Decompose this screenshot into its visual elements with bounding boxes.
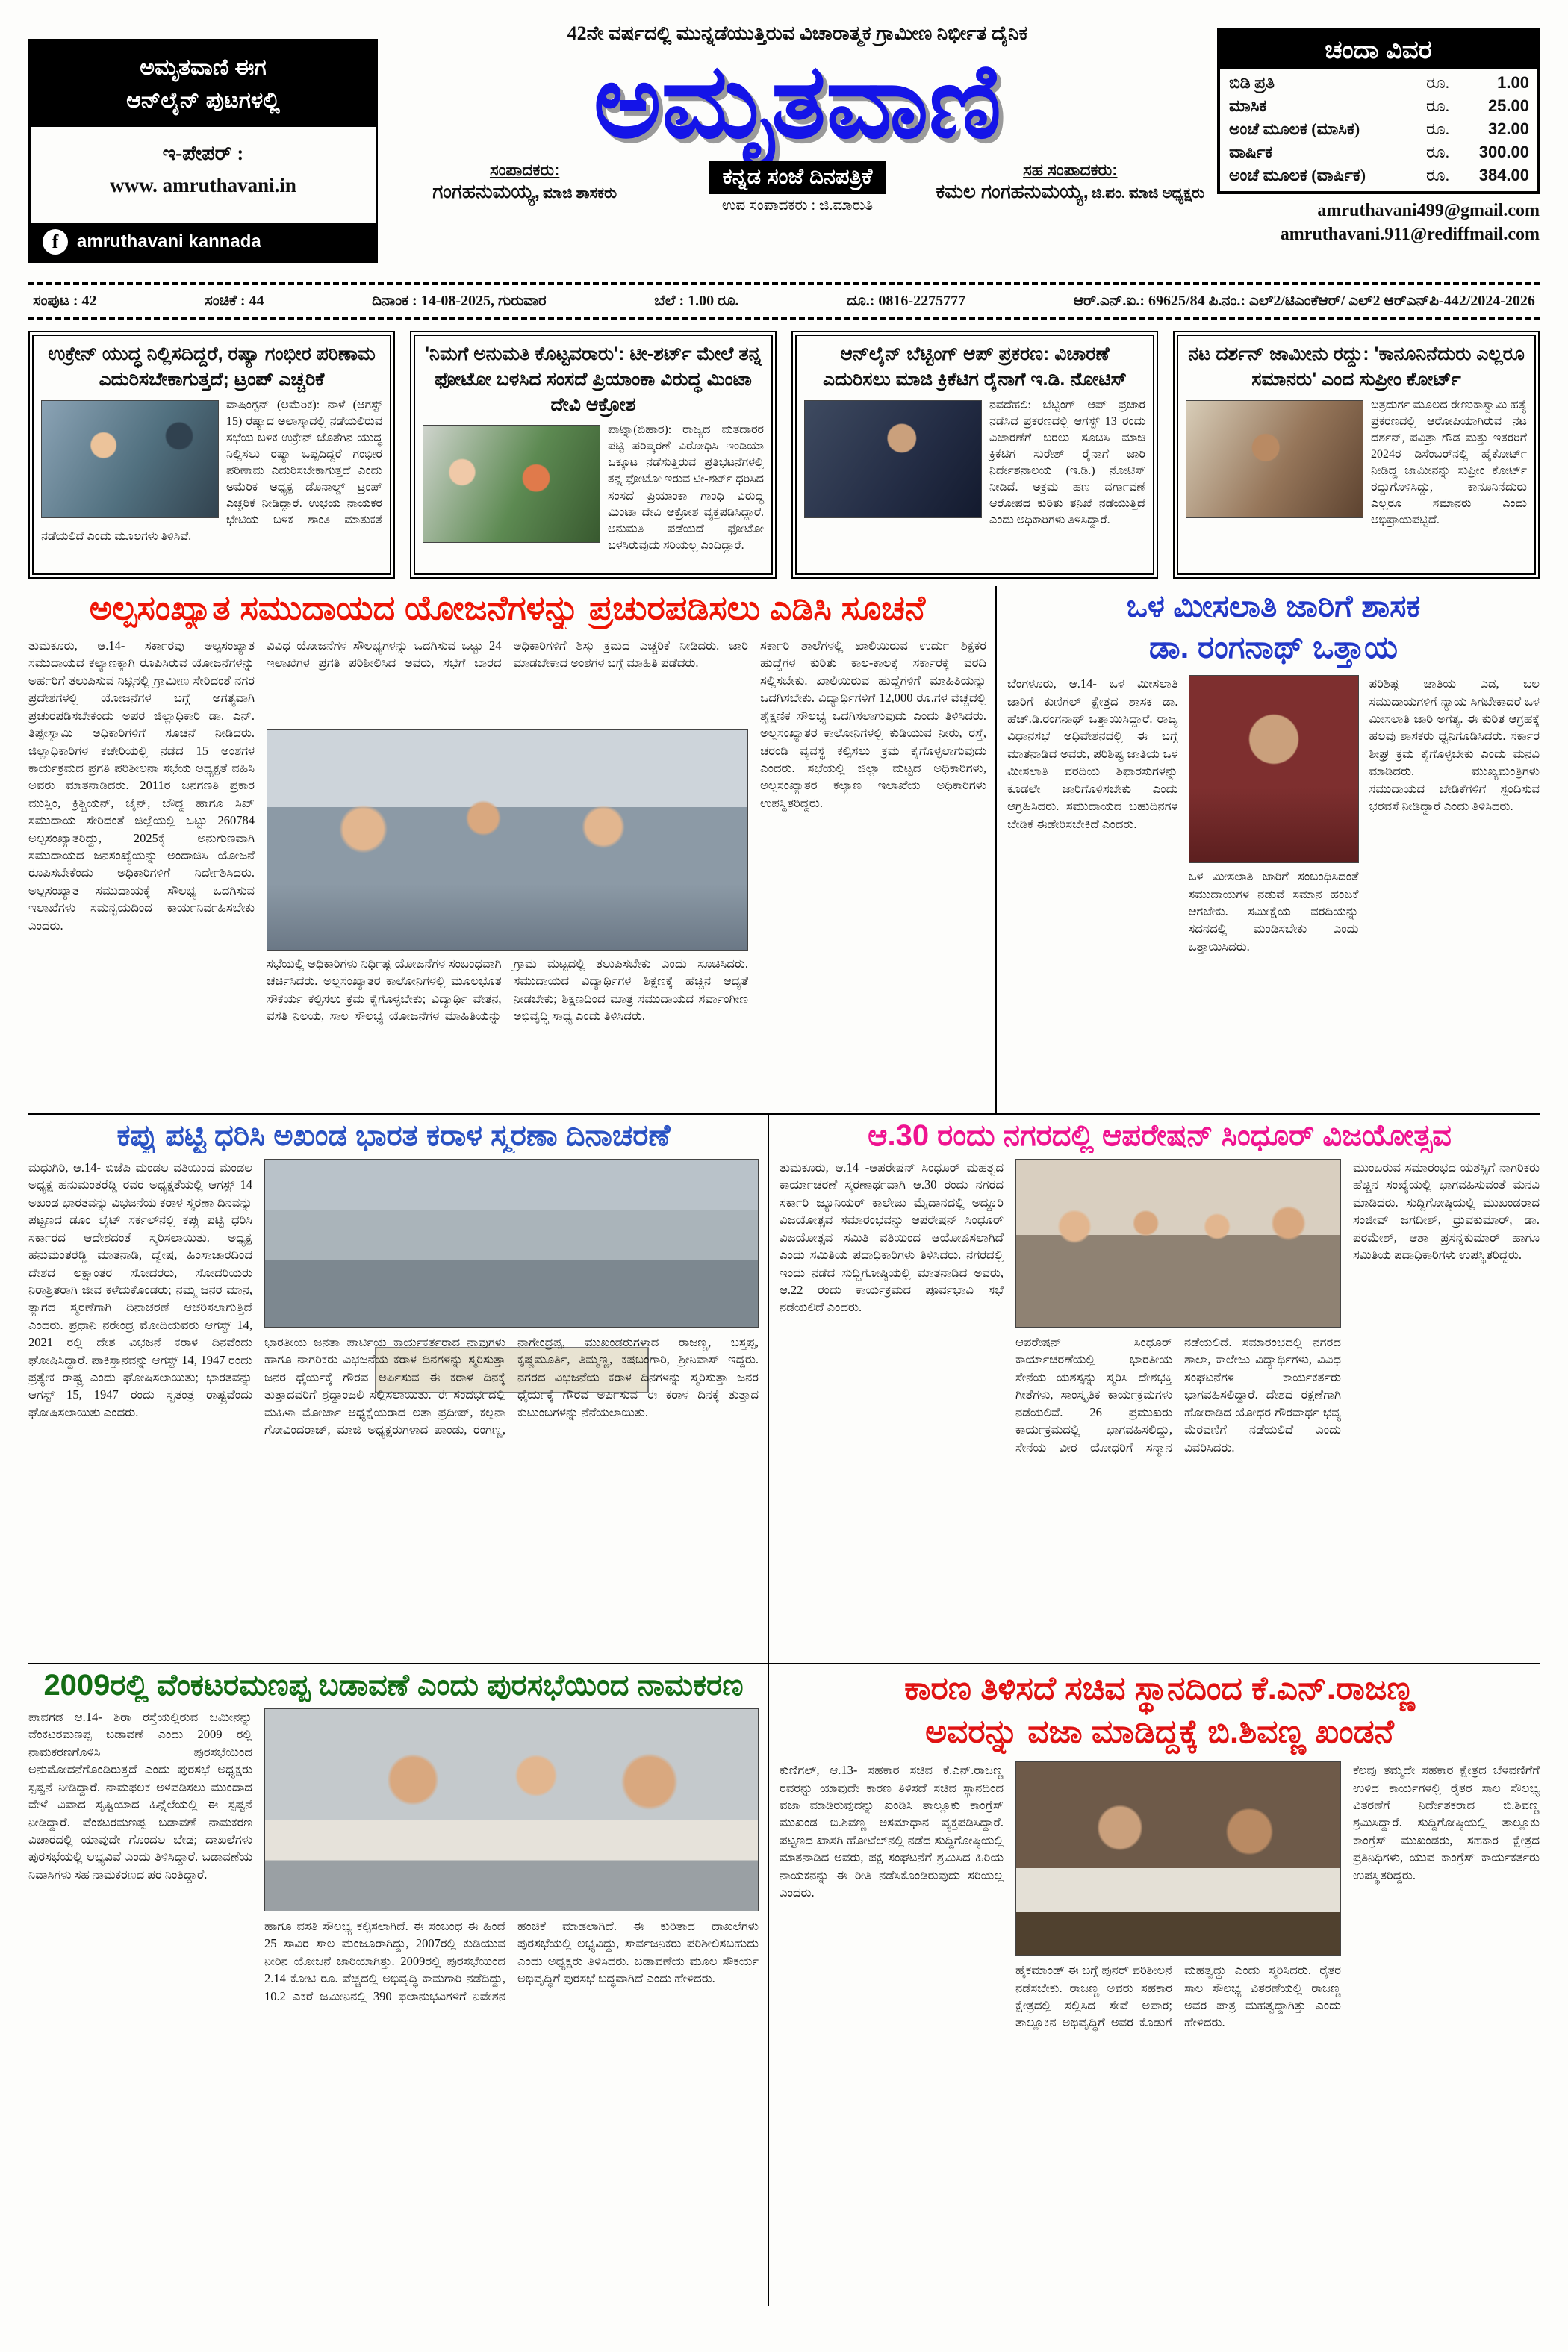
article-column: ಆಪರೇಷನ್ ಸಿಂಧೂರ್ ಕಾರ್ಯಾಚರಣೆಯಲ್ಲಿ ಭಾರತೀಯ ಸೇನೆಯ ಯಶಸ್ಸನ್ನು ಸ್ಮರಿಸಿ ದೇಶಭಕ್ತಿ ಗೀತೆಗಳು, ಸಾಂಸ್ಕೃತಿಕ ಕಾರ್ಯಕ್ರಮಗಳು ನಡೆಯಲಿವೆ. 26 ಪ್ರಮುಖರು ಕಾರ್ಯಕ್ರಮದಲ್ಲಿ ಭಾಗವಹಿಸಲಿದ್ದು, ಸೇನೆಯ ವೀರ ಯೋಧರಿಗೆ ಸನ್ಮಾನ ನಡೆಯಲಿದೆ. ಸಮಾರಂಭದಲ್ಲಿ ನಗರದ ಶಾಲಾ, ಕಾಲೇಜು ವಿದ್ಯಾರ್ಥಿಗಳು, ವಿವಿಧ ಸಂಘಟನೆಗಳ ಕಾರ್ಯಕರ್ತರು ಭಾಗವಹಿಸಲಿದ್ದಾರೆ. ದೇಶದ ರಕ್ಷಣೆಗಾಗಿ ಹೋರಾಡಿದ ಯೋಧರ ಗೌರವಾರ್ಥ ಭವ್ಯ ಮೆರವಣಿಗೆ ನಡೆಯಲಿದೆ ಎಂದು ವಿವರಿಸಿದರು. xyxy=(1015,1335,1341,1455)
co-editor-title: ಜಿ.ಪಂ. ಮಾಜಿ ಅಧ್ಯಕ್ಷರು xyxy=(1091,184,1205,202)
subscription-block xyxy=(1217,28,1540,278)
article-column: ಬೆಂಗಳೂರು, ಆ.14- ಒಳ ಮೀಸಲಾತಿ ಜಾರಿಗೆ ಕುಣಿಗಲ್ ಕ್ಷೇತ್ರದ ಶಾಸಕ ಡಾ. ಹೆಚ್.ಡಿ.ರಂಗನಾಥ್ ಒತ್ತಾಯಿಸಿದ್ದಾರೆ. ರಾಜ್ಯ ವಿಧಾನಸಭೆ ಅಧಿವೇಶನದಲ್ಲಿ ಈ ಬಗ್ಗೆ ಮಾತನಾಡಿದ ಅವರು, ಪರಿಶಿಷ್ಟ ಜಾತಿಯ ಒಳ ಮೀಸಲಾತಿ ವರದಿಯ ಶಿಫಾರಸುಗಳನ್ನು ಕೂಡಲೇ ಜಾರಿಗೊಳಿಸಬೇಕು ಎಂದು ಆಗ್ರಹಿಸಿದರು. ಸಮುದಾಯದ ಬಹುದಿನಗಳ ಬೇಡಿಕೆ ಈಡೇರಿಸಬೇಕಿದೆ ಎಂದರು. xyxy=(1007,676,1178,831)
article-column: ಪಾವಗಡ ಆ.14- ಶಿರಾ ರಸ್ತೆಯಲ್ಲಿರುವ ಜಮೀನನ್ನು ವೆಂಕಟರಮಣಪ್ಪ ಬಡಾವಣೆ ಎಂದು 2009 ರಲ್ಲಿ ನಾಮಕರಣಗೊಳಿಸಿ ಪುರಸಭೆಯಿಂದ ಅನುಮೋದನೆಗೊಂಡಿರುತ್ತದೆ ಎಂದು ಪುರಸಭೆ ಅಧ್ಯಕ್ಷರು ಸ್ಪಷ್ಟನೆ ನೀಡಿದ್ದಾರೆ. ನಾಮಫಲಕ ಅಳವಡಿಸಲು ಮುಂದಾದ ವೇಳೆ ವಿವಾದ ಸೃಷ್ಟಿಯಾದ ಹಿನ್ನೆಲೆಯಲ್ಲಿ ಈ ಸ್ಪಷ್ಟನೆ ನೀಡಿದ್ದಾರೆ. ವೆಂಕಟರಮಣಪ್ಪ ಬಡಾವಣೆ ನಾಮಕರಣ ವಿಚಾರದಲ್ಲಿ ಯಾವುದೇ ಗೊಂದಲ ಬೇಡ; ದಾಖಲೆಗಳು ಪುರಸಭೆಯಲ್ಲಿ ಲಭ್ಯವಿವೆ ಎಂದು ತಿಳಿಸಿದ್ದಾರೆ. ಬಡಾವಣೆಯ ನಿವಾಸಿಗಳು ಸಹ ನಾಮಕರಣದ ಪರ ನಿಂತಿದ್ದಾರೆ. xyxy=(28,1710,252,1882)
brief-priyanka-tshirt xyxy=(410,331,777,579)
brief-body: ಚಿತ್ರದುರ್ಗ ಮೂಲದ ರೇಣುಕಾಸ್ವಾಮಿ ಹತ್ಯೆ ಪ್ರಕರಣದಲ್ಲಿ ಆರೋಪಿಯಾಗಿರುವ ನಟ ದರ್ಶನ್, ಪವಿತ್ರಾ ಗೌಡ ಮತ್ತು ಇತರರಿಗೆ 2024ರ ಡಿಸೆಂಬರ್‌ನಲ್ಲಿ ಹೈಕೋರ್ಟ್ ನೀಡಿದ್ದ ಜಾಮೀನನ್ನು ಸುಪ್ರೀಂ ಕೋರ್ಟ್ ರದ್ದುಗೊಳಿಸಿದ್ದು, ಕಾನೂನಿನೆದುರು ಎಲ್ಲರೂ ಸಮಾನರು ಎಂದು ಅಭಿಪ್ರಾಯಪಟ್ಟಿದೆ. xyxy=(1371,398,1527,527)
phone: ದೂ.: 0816-2275777 xyxy=(847,293,966,309)
bottom-section xyxy=(28,1664,1540,2306)
sub-editor: ಉಪ ಸಂಪಾದಕರು : ಜಿ.ಮಾರುತಿ xyxy=(721,196,874,214)
editor-name: ಗಂಗಹನುಮಯ್ಯ, xyxy=(432,179,540,202)
tagline: 42ನೇ ವರ್ಷದಲ್ಲಿ ಮುನ್ನಡೆಯುತ್ತಿರುವ ವಿಚಾರಾತ್ಮಕ ಗ್ರಾಮೀಣ ನಿರ್ಭೀತ ದೈನಿಕ xyxy=(567,22,1028,44)
article-headline: 2009ರಲ್ಲಿ ವೆಂಕಟರಮಣಪ್ಪ ಬಡಾವಣೆ ಎಂದು ಪುರಸಭೆಯಿಂದ ನಾಮಕರಣ xyxy=(43,1669,744,1702)
sub-value: 32.00 xyxy=(1487,119,1529,138)
sub-value: 25.00 xyxy=(1487,96,1529,115)
epaper-url[interactable]: www. amruthavani.in xyxy=(110,174,296,197)
brief-headline: ಆನ್‌ಲೈನ್ ಬೆಟ್ಟಿಂಗ್ ಆಪ್ ಪ್ರಕರಣ: ವಿಚಾರಣೆ ಎದುರಿಸಲು ಮಾಜಿ ಕ್ರಿಕೆಟಿಗ ರೈನಾಗೆ ಇ.ಡಿ. ನೋಟಿಸ್ xyxy=(822,343,1127,390)
photo-blackband-protest xyxy=(264,1159,759,1328)
sub-label: ವಾರ್ಷಿಕ xyxy=(1229,143,1273,161)
headline-line1: ಒಳ ಮೀಸಲಾತಿ ಜಾರಿಗೆ ಶಾಸಕ xyxy=(1126,588,1421,623)
masthead-header xyxy=(28,18,1540,278)
sub-value: 1.00 xyxy=(1497,73,1529,92)
article-column: ತುಮಕೂರು, ಆ.14- ಸರ್ಕಾರವು ಅಲ್ಪಸಂಖ್ಯಾತ ಸಮುದಾಯದ ಕಲ್ಯಾಣಕ್ಕಾಗಿ ರೂಪಿಸಿರುವ ಯೋಜನೆಗಳನ್ನು ಅರ್ಹರಿಗೆ ತಲುಪಿಸುವ ನಿಟ್ಟಿನಲ್ಲಿ ಗ್ರಾಮೀಣ ಸೇರಿದಂತೆ ನಗರ ಪ್ರದೇಶಗಳಲ್ಲಿ ಯೋಜನೆಗಳ ಬಗ್ಗೆ ಅಗತ್ಯವಾಗಿ ಪ್ರಚುರಪಡಿಸಬೇಕೆಂದು ಅಪರ ಜಿಲ್ಲಾಧಿಕಾರಿ ಡಾ. ಎನ್. ತಿಪ್ಪೇಸ್ವಾಮಿ ಅಧಿಕಾರಿಗಳಿಗೆ ಸೂಚನೆ ನೀಡಿದರು. ಜಿಲ್ಲಾಧಿಕಾರಿಗಳ ಕಚೇರಿಯಲ್ಲಿ ನಡೆದ 15 ಅಂಶಗಳ ಕಾರ್ಯಕ್ರಮದ ಪ್ರಗತಿ ಪರಿಶೀಲನಾ ಸಭೆಯ ಅಧ್ಯಕ್ಷತೆ ವಹಿಸಿ ಅವರು ಮಾತನಾಡಿದರು. 2011ರ ಜನಗಣತಿ ಪ್ರಕಾರ ಮುಸ್ಲಿಂ, ಕ್ರಿಶ್ಚಿಯನ್, ಜೈನ್, ಬೌದ್ಧ ಹಾಗೂ ಸಿಖ್ ಸಮುದಾಯ ಸೇರಿದಂತೆ ಜಿಲ್ಲೆಯಲ್ಲಿ ಒಟ್ಟು 260784 ಅಲ್ಪಸಂಖ್ಯಾತರಿದ್ದು, 2025ಕ್ಕೆ ಅನುಗುಣವಾಗಿ ಸಮುದಾಯದ ಜನಸಂಖ್ಯೆಯನ್ನು ಅಂದಾಜಿಸಿ ಯೋಜನೆ ರೂಪಿಸಬೇಕೆಂದು ಅಧಿಕಾರಿಗಳಿಗೆ ನಿರ್ದೇಶಿಸಿದರು. ಅಲ್ಪಸಂಖ್ಯಾತ ಸಮುದಾಯಕ್ಕೆ ಸೌಲಭ್ಯ ಒದಗಿಸುವ ಇಲಾಖೆಗಳು ಸಮನ್ವಯದಿಂದ ಕಾರ್ಯನಿರ್ವಹಿಸಬೇಕು ಎಂದರು. xyxy=(28,638,255,933)
dateline-strip xyxy=(28,282,1540,320)
article-middle xyxy=(267,637,748,1113)
article-sindoor-vijayotsava xyxy=(768,1115,1540,1663)
photo-rajanna-pressmeet xyxy=(1015,1761,1341,1956)
co-editor-cell xyxy=(934,161,1207,204)
sub-value: 384.00 xyxy=(1478,166,1529,184)
article-headline xyxy=(780,1667,1540,1754)
article-headline: ಆ.30 ರಂದು ನಗರದಲ್ಲಿ ಆಪರೇಷನ್ ಸಿಂಧೂರ್ ವಿಜಯೋತ್ಸವ xyxy=(868,1119,1452,1152)
photo-darshan xyxy=(1186,400,1363,518)
article-body xyxy=(780,1761,1540,2306)
rni-number: ಆರ್.ಎನ್.ಐ.: 69625/84 ಪಿ.ನಂ.: ಎಲ್2/ಟಿಎಂಕೆಆರ್/ ಎಲ್2 ಆರ್‌ಎನ್‌ಪಿ-442/2024-2026 xyxy=(1073,293,1535,309)
photo-ranganath xyxy=(1189,675,1359,863)
article-body xyxy=(780,1159,1540,1663)
subscription-row xyxy=(1220,116,1537,139)
article-column: ಹಾಗೂ ವಸತಿ ಸೌಲಭ್ಯ ಕಲ್ಪಿಸಲಾಗಿದೆ. ಈ ಸಂಬಂಧ ಈ ಹಿಂದೆ 25 ಸಾವಿರ ಸಾಲ ಮಂಜೂರಾಗಿದ್ದು, 2007ರಲ್ಲಿ ಕುಡಿಯುವ ನೀರಿನ ಯೋಜನೆ ಜಾರಿಯಾಗಿತ್ತು. 2009ರಲ್ಲಿ ಪುರಸಭೆಯಿಂದ 2.14 ಕೋಟಿ ರೂ. ವೆಚ್ಚದಲ್ಲಿ ಅಭಿವೃದ್ಧಿ ಕಾಮಗಾರಿ ನಡೆದಿದ್ದು, 10.2 ಎಕರೆ ಜಮೀನಿನಲ್ಲಿ 390 ಫಲಾನುಭವಿಗಳಿಗೆ ನಿವೇಶನ ಹಂಚಿಕೆ ಮಾಡಲಾಗಿದೆ. ಈ ಕುರಿತಾದ ದಾಖಲೆಗಳು ಪುರಸಭೆಯಲ್ಲಿ ಲಭ್ಯವಿದ್ದು, ಸಾರ್ವಜನಿಕರು ಪರಿಶೀಲಿಸಬಹುದು ಎಂದು ಅಧ್ಯಕ್ಷರು ತಿಳಿಸಿದರು. ಬಡಾವಣೆಯ ಮೂಲ ಸೌಕರ್ಯ ಅಭಿವೃದ್ಧಿಗೆ ಪುರಸಭೆ ಬದ್ಧವಾಗಿದೆ ಎಂದು ಹೇಳಿದರು. xyxy=(264,1919,759,2003)
article-column: ಕೆಲವು ತಮ್ಮದೇ ಸಹಕಾರ ಕ್ಷೇತ್ರದ ಬೆಳವಣಿಗೆಗೆ ಉಳಿದ ಕಾರ್ಯಗಳಲ್ಲಿ ರೈತರ ಸಾಲ ಸೌಲಭ್ಯ ವಿತರಣೆಗೆ ನಿರ್ದೇಶಕರಾದ ಬಿ.ಶಿವಣ್ಣ ಶ್ರಮಿಸಿದ್ದಾರೆ. ಸುದ್ದಿಗೋಷ್ಠಿಯಲ್ಲಿ ತಾಲ್ಲೂಕು ಕಾಂಗ್ರೆಸ್ ಮುಖಂಡರು, ಸಹಕಾರ ಕ್ಷೇತ್ರದ ಪ್ರತಿನಿಧಿಗಳು, ಯುವ ಕಾಂಗ್ರೆಸ್ ಕಾರ್ಯಕರ್ತರು ಉಪಸ್ಥಿತರಿದ್ದರು. xyxy=(1353,1763,1540,1882)
contact-emails xyxy=(1217,199,1540,247)
subscription-row xyxy=(1220,93,1537,116)
subscription-title: ಚಂದಾ ವಿವರ xyxy=(1220,31,1537,69)
photo-adc-meeting xyxy=(267,729,748,951)
brief-body: ವಾಷಿಂಗ್ಟನ್ (ಅಮೆರಿಕ): ನಾಳೆ (ಆಗಸ್ಟ್ 15) ರಷ್ಯಾದ ಅಲಾಸ್ಕಾದಲ್ಲಿ ನಡೆಯಲಿರುವ ಸಭೆಯ ಬಳಿಕ ಉಕ್ರೇನ್ ಜೊತೆಗಿನ ಯುದ್ಧ ನಿಲ್ಲಿಸಲು ರಷ್ಯಾ ಒಪ್ಪದಿದ್ದರೆ ಗಂಭೀರ ಪರಿಣಾಮ ಎದುರಿಸಬೇಕಾಗುತ್ತದೆ ಎಂದು ಅಮೆರಿಕ ಅಧ್ಯಕ್ಷ ಡೊನಾಲ್ಡ್ ಟ್ರಂಪ್ ಎಚ್ಚರಿಕೆ ನೀಡಿದ್ದಾರೆ. ಉಭಯ ನಾಯಕರ ಭೇಟಿಯ ಬಳಿಕ ಶಾಂತಿ ಮಾತುಕತೆ ನಡೆಯಲಿದೆ ಎಂದು ಮೂಲಗಳು ತಿಳಿಸಿವೆ. xyxy=(41,398,382,544)
online-promo-line2: ಆನ್‌ಲೈನ್ ಪುಟಗಳಲ್ಲಿ xyxy=(126,87,280,113)
sub-currency: ರೂ. xyxy=(1426,96,1450,115)
article-column: ಒಳ ಮೀಸಲಾತಿ ಜಾರಿಗೆ ಸಂಬಂಧಿಸಿದಂತೆ ಸಮುದಾಯಗಳ ನಡುವೆ ಸಮಾನ ಹಂಚಿಕೆ ಆಗಬೇಕು. ಸಮೀಕ್ಷೆಯ ವರದಿಯನ್ನು ಸದನದಲ್ಲಿ ಮಂಡಿಸಬೇಕು ಎಂದು ಒತ್ತಾಯಿಸಿದರು. xyxy=(1188,869,1359,953)
article-body xyxy=(1007,675,1540,1113)
epaper-url-block xyxy=(31,127,376,223)
editors-row xyxy=(388,161,1207,214)
newspaper-title: ಅಮೃತವಾಣಿ xyxy=(593,44,1002,159)
editor-title: ಮಾಜಿ ಶಾಸಕರು xyxy=(543,184,617,202)
article-column: ಪರಿಶಿಷ್ಟ ಜಾತಿಯ ಎಡ, ಬಲ ಸಮುದಾಯಗಳಿಗೆ ನ್ಯಾಯ ಸಿಗಬೇಕಾದರೆ ಒಳ ಮೀಸಲಾತಿ ಜಾರಿ ಅಗತ್ಯ. ಈ ಕುರಿತ ಆಗ್ರಹಕ್ಕೆ ಹಲವು ಶಾಸಕರು ಧ್ವನಿಗೂಡಿಸಿದರು. ಸರ್ಕಾರ ಶೀಘ್ರ ಕ್ರಮ ಕೈಗೊಳ್ಳಬೇಕು ಎಂದು ಮನವಿ ಮಾಡಿದರು. ಮುಖ್ಯಮಂತ್ರಿಗಳು ಸಮುದಾಯದ ಬೇಡಿಕೆಗಳಿಗೆ ಸ್ಪಂದಿಸುವ ಭರವಸೆ ನೀಡಿದ್ದಾರೆ ಎಂದು ತಿಳಿಸಿದರು. xyxy=(1369,676,1540,814)
editor-cell xyxy=(388,161,661,204)
article-body xyxy=(28,1159,759,1663)
article-column: ಹೈಕಮಾಂಡ್ ಈ ಬಗ್ಗೆ ಪುನರ್ ಪರಿಶೀಲನೆ ನಡೆಸಬೇಕು. ರಾಜಣ್ಣ ಅವರು ಸಹಕಾರ ಕ್ಷೇತ್ರದಲ್ಲಿ ಸಲ್ಲಿಸಿದ ಸೇವೆ ಅಪಾರ; ತಾಲ್ಲೂಕಿನ ಅಭಿವೃದ್ಧಿಗೆ ಅವರ ಕೊಡುಗೆ ಮಹತ್ವದ್ದು ಎಂದು ಸ್ಮರಿಸಿದರು. ರೈತರ ಸಾಲ ಸೌಲಭ್ಯ ವಿತರಣೆಯಲ್ಲಿ ರಾಜಣ್ಣ ಅವರ ಪಾತ್ರ ಮಹತ್ವದ್ದಾಗಿತ್ತು ಎಂದು ಹೇಳಿದರು. xyxy=(1015,1963,1341,2030)
sub-label: ಅಂಚೆ ಮೂಲಕ (ವಾರ್ಷಿಕ) xyxy=(1229,166,1366,184)
article-headline xyxy=(1007,586,1540,668)
co-editor-name: ಕಮಲ ಗಂಗಹನುಮಯ್ಯ, xyxy=(936,179,1089,202)
article-middle xyxy=(264,1159,759,1663)
volume: ಸಂಪುಟ : 42 xyxy=(33,293,97,309)
article-column: ಮುಂಬರುವ ಸಮಾರಂಭದ ಯಶಸ್ಸಿಗೆ ನಾಗರಿಕರು ಹೆಚ್ಚಿನ ಸಂಖ್ಯೆಯಲ್ಲಿ ಭಾಗವಹಿಸುವಂತೆ ಮನವಿ ಮಾಡಿದರು. ಸುದ್ದಿಗೋಷ್ಠಿಯಲ್ಲಿ ಮುಖಂಡರಾದ ಸಂಜೀವ್ ಜಗದೀಶ್, ಧ್ರುವಕುಮಾರ್, ಡಾ. ಪರಮೇಶ್, ಆಶಾ ಪ್ರಸನ್ನಕುಮಾರ್ ಹಾಗೂ ಸಮಿತಿಯ ಪದಾಧಿಕಾರಿಗಳು ಉಪಸ್ಥಿತರಿದ್ದರು. xyxy=(1353,1160,1540,1263)
headline-line2: ಡಾ. ರಂಗನಾಥ್ ಒತ್ತಾಯ xyxy=(1149,629,1398,665)
article-column: ಮಧುಗಿರಿ, ಆ.14- ಬಿಜೆಪಿ ಮಂಡಲ ವತಿಯಿಂದ ಮಂಡಲ ಅಧ್ಯಕ್ಷ ಹನುಮಂತರೆಡ್ಡಿ ರವರ ಅಧ್ಯಕ್ಷತೆಯಲ್ಲಿ ಆಗಸ್ಟ್ 14 ಅಖಂಡ ಭಾರತವನ್ನು ವಿಭಜನೆಯ ಕರಾಳ ಸ್ಮರಣಾ ದಿನವನ್ನು ಪಟ್ಟಣದ ಡೂಂ ಲೈಟ್ ಸರ್ಕಲ್‌ನಲ್ಲಿ ಕಪ್ಪು ಪಟ್ಟಿ ಧರಿಸಿ ಸರ್ಕಾರದ ಆದೇಶದಂತೆ ಸ್ಮರಿಸಲಾಯಿತು. ಅಧ್ಯಕ್ಷ ಹನುಮಂತರೆಡ್ಡಿ ಮಾತನಾಡಿ, ದ್ವೇಷ, ಹಿಂಸಾಚಾರದಿಂದ ದೇಶದ ಲಕ್ಷಾಂತರ ಸೋದರರು, ಸೋದರಿಯರು ನಿರಾಶ್ರಿತರಾಗಿ ಜೀವ ಕಳೆದುಕೊಂಡರು; ನಮ್ಮ ಜನರ ಮಾನ, ತ್ಯಾಗದ ಸ್ಮರಣೆಗಾಗಿ ದಿನಾಚರಣೆ ಆಚರಿಸಲಾಗುತ್ತಿದೆ ಎಂದರು. ಪ್ರಧಾನಿ ನರೇಂದ್ರ ಮೋದಿಯವರು ಆಗಸ್ಟ್ 14, 2021 ರಲ್ಲಿ ದೇಶ ವಿಭಜನೆ ಕರಾಳ ದಿನವೆಂದು ಘೋಷಿಸಿದ್ದಾರೆ. ಪಾಕಿಸ್ತಾನವನ್ನು ಆಗಸ್ಟ್ 14, 1947 ರಂದು ಪ್ರತ್ಯೇಕ ರಾಷ್ಟ್ರ ಎಂದು ಘೋಷಿಸಲಾಯಿತು; ಭಾರತವನ್ನು ಆಗಸ್ಟ್ 15, 1947 ರಂದು ಸ್ವತಂತ್ರ ರಾಷ್ಟ್ರವೆಂದು ಘೋಷಿಸಲಾಯಿತು ಎಂದರು. xyxy=(28,1160,252,1419)
subscription-row xyxy=(1220,139,1537,162)
article-middle xyxy=(1015,1159,1341,1663)
online-promo-text xyxy=(31,41,376,127)
brief-darshan-bail xyxy=(1173,331,1540,579)
article-inner-reservation xyxy=(995,586,1540,1113)
article-body xyxy=(28,1708,759,2306)
middle-section xyxy=(28,1115,1540,1664)
article-middle xyxy=(1189,675,1359,1113)
brief-trump-warning xyxy=(28,331,395,579)
sub-currency: ರೂ. xyxy=(1426,166,1450,184)
article-rajanna-dismissal xyxy=(768,1664,1540,2306)
subscription-row xyxy=(1220,162,1537,191)
photo-sindoor-pressmeet xyxy=(1015,1159,1341,1328)
photo-raina xyxy=(804,400,982,518)
facebook-strip[interactable] xyxy=(31,223,376,261)
brief-body: ಪಾಟ್ನಾ(ಬಿಹಾರ): ರಾಜ್ಯದ ಮತದಾರರ ಪಟ್ಟಿ ಪರಿಷ್ಕರಣೆ ವಿರೋಧಿಸಿ ಇಂಡಿಯಾ ಒಕ್ಕೂಟ ನಡೆಸುತ್ತಿರುವ ಪ್ರತಿಭಟನೆಗಳಲ್ಲಿ ತನ್ನ ಫೋಟೋ ಇರುವ ಟೀ-ಶರ್ಟ್ ಧರಿಸಿದ ಸಂಸದೆ ಪ್ರಿಯಾಂಕಾ ಗಾಂಧಿ ವಿರುದ್ಧ ಮಿಂಟಾ ದೇವಿ ಆಕ್ರೋಶ ವ್ಯಕ್ತಪಡಿಸಿದ್ದಾರೆ. ಅನುಮತಿ ಪಡೆಯದೆ ಫೋಟೋ ಬಳಸಿರುವುದು ಸರಿಯಲ್ಲ ಎಂದಿದ್ದಾರೆ. xyxy=(608,423,764,552)
date: ದಿನಾಂಕ : 14-08-2025, ಗುರುವಾರ xyxy=(372,293,547,309)
top-section xyxy=(28,586,1540,1115)
facebook-icon: f xyxy=(43,229,68,255)
article-middle xyxy=(264,1708,759,2306)
article-column: ವಿವಿಧ ಯೋಜನೆಗಳ ಸೌಲಭ್ಯಗಳನ್ನು ಒದಗಿಸುವ ಒಟ್ಟು 24 ಇಲಾಖೆಗಳ ಪ್ರಗತಿ ಪರಿಶೀಲಿಸಿದ ಅವರು, ಸಭೆಗೆ ಬಾರದ ಅಧಿಕಾರಿಗಳಿಗೆ ಶಿಸ್ತು ಕ್ರಮದ ಎಚ್ಚರಿಕೆ ನೀಡಿದರು. ಜಾರಿ ಮಾಡಬೇಕಾದ ಅಂಶಗಳ ಬಗ್ಗೆ ಮಾಹಿತಿ ಪಡೆದರು. xyxy=(267,638,748,671)
article-column: ಸರ್ಕಾರಿ ಶಾಲೆಗಳಲ್ಲಿ ಖಾಲಿಯಿರುವ ಉರ್ದು ಶಿಕ್ಷಕರ ಹುದ್ದೆಗಳ ಕುರಿತು ಕಾಲ-ಕಾಲಕ್ಕೆ ಸರ್ಕಾರಕ್ಕೆ ವರದಿ ಸಲ್ಲಿಸಬೇಕು. ಖಾಲಿಯಿರುವ ಹುದ್ದೆಗಳಿಗೆ ಮಾಹಿತಿಯನ್ನು ಒದಗಿಸಬೇಕು. ವಿದ್ಯಾರ್ಥಿಗಳಿಗೆ 12,000 ರೂ.ಗಳ ವೆಚ್ಚದಲ್ಲಿ ಶೈಕ್ಷಣಿಕ ಸೌಲಭ್ಯ ಒದಗಿಸಲಾಗುವುದು ಎಂದು ತಿಳಿಸಿದರು. ಅಲ್ಪಸಂಖ್ಯಾತರ ಕಾಲೋನಿಗಳಲ್ಲಿ ಕುಡಿಯುವ ನೀರು, ರಸ್ತೆ, ಚರಂಡಿ ವ್ಯವಸ್ಥೆ ಕಲ್ಪಿಸಲು ಕ್ರಮ ಕೈಗೊಳ್ಳಲಾಗುವುದು ಎಂದರು. ಸಭೆಯಲ್ಲಿ ಜಿಲ್ಲಾ ಮಟ್ಟದ ಅಧಿಕಾರಿಗಳು, ಅಲ್ಪಸಂಖ್ಯಾತರ ಕಲ್ಯಾಣ ಇಲಾಖೆಯ ಅಧಿಕಾರಿಗಳು ಉಪಸ್ಥಿತರಿದ್ದರು. xyxy=(760,638,986,810)
sub-label: ಮಾಸಿಕ xyxy=(1229,96,1267,115)
epaper-label: ಇ-ಪೇಪರ್ : xyxy=(162,142,244,164)
sub-currency: ರೂ. xyxy=(1426,119,1450,138)
article-column: ಭಾರತೀಯ ಜನತಾ ಪಾರ್ಟಿಯ ಕಾರ್ಯಕರ್ತರಾದ ನಾವುಗಳು ಹಾಗೂ ನಾಗರಿಕರು ವಿಭಜನೆಯ ಕರಾಳ ದಿನಗಳನ್ನು ಸ್ಮರಿಸುತ್ತಾ ಜನರ ಧೈರ್ಯಕ್ಕೆ ಗೌರವ ಅರ್ಪಿಸುವ ಈ ಕರಾಳ ದಿನಕ್ಕೆ ತುತ್ತಾದವರಿಗೆ ಶ್ರದ್ಧಾಂಜಲಿ ಸಲ್ಲಿಸಲಾಯಿತು. ಈ ಸಂದರ್ಭದಲ್ಲಿ ಮಹಿಳಾ ಮೋರ್ಚಾ ಅಧ್ಯಕ್ಷೆಯರಾದ ಲತಾ ಪ್ರದೀಪ್, ಕಲ್ಪನಾ ಗೋವಿಂದರಾಜ್, ಮಾಜಿ ಅಧ್ಯಕ್ಷರುಗಳಾದ ಪಾಂಡು, ರಂಗಣ್ಣ, ನಾಗೇಂದ್ರಪ್ಪ, ಮುಖಂಡರುಗಳಾದ ರಾಜಣ್ಣ, ಬಸ್ತಪ್ಪ, ಕೃಷ್ಣಮೂರ್ತಿ, ತಿಮ್ಮಣ್ಣ, ಕಷಬಂಗಾರಿ, ಶ್ರೀನಿವಾಸ್ ಇದ್ದರು. ನಗರದ ವಿಭಜನೆಯ ಕರಾಳ ದಿನಗಳನ್ನು ಸ್ಮರಿಸುತ್ತಾ ಜನರ ಧೈರ್ಯಕ್ಕೆ ಗೌರವ ಅರ್ಪಿಸುವ ಈ ಕರಾಳ ದಿನಕ್ಕೆ ತುತ್ತಾದ ಕುಟುಂಬಗಳನ್ನು ನೆನೆಯಲಾಯಿತು. xyxy=(264,1335,759,1437)
online-promo-box xyxy=(28,39,378,263)
photo-trump xyxy=(41,400,219,518)
news-briefs-row xyxy=(28,331,1540,579)
co-editor-label: ಸಹ ಸಂಪಾದಕರು: xyxy=(1023,160,1118,179)
brief-headline: ಉಕ್ರೇನ್ ಯುದ್ಧ ನಿಲ್ಲಿಸದಿದ್ದರೆ, ರಷ್ಯಾ ಗಂಭೀರ ಪರಿಣಾಮ ಎದುರಿಸಬೇಕಾಗುತ್ತದೆ; ಟ್ರಂಪ್ ಎಚ್ಚರಿಕೆ xyxy=(48,343,376,390)
article-headline: ಕಪ್ಪು ಪಟ್ಟಿ ಧರಿಸಿ ಅಖಂಡ ಭಾರತ ಕರಾಳ ಸ್ಮರಣಾ ದಿನಾಚರಣೆ xyxy=(116,1119,671,1152)
brief-headline: ನಟ ದರ್ಶನ್ ಜಾಮೀನು ರದ್ದು: 'ಕಾನೂನಿನೆದುರು ಎಲ್ಲರೂ ಸಮಾನರು' ಎಂದ ಸುಪ್ರೀಂ ಕೋರ್ಟ್ xyxy=(1188,343,1525,390)
brief-raina-ed-notice xyxy=(791,331,1158,579)
sub-label: ಬಿಡಿ ಪ್ರತಿ xyxy=(1229,73,1275,92)
photo-priyanka-minta xyxy=(423,425,600,543)
article-body xyxy=(28,637,986,1113)
subscription-row xyxy=(1220,69,1537,93)
paper-type-badge: ಕನ್ನಡ ಸಂಜೆ ದಿನಪತ್ರಿಕೆ xyxy=(709,161,886,194)
sub-currency: ರೂ. xyxy=(1426,143,1450,161)
issue-number: ಸಂಚಿಕೆ : 44 xyxy=(205,293,264,309)
sub-label: ಅಂಚೆ ಮೂಲಕ (ಮಾಸಿಕ) xyxy=(1229,119,1360,138)
headline-line2: ಅವರನ್ನು ವಜಾ ಮಾಡಿದ್ದಕ್ಕೆ ಬಿ.ಶಿವಣ್ಣ ಖಂಡನೆ xyxy=(925,1714,1394,1751)
article-column: ತುಮಕೂರು, ಆ.14 -ಆಪರೇಷನ್ ಸಿಂಧೂರ್ ಮಹತ್ವದ ಕಾರ್ಯಾಚರಣೆ ಸ್ಮರಣಾರ್ಥವಾಗಿ ಆ.30 ರಂದು ನಗರದ ಸರ್ಕಾರಿ ಜ್ಯೂನಿಯರ್ ಕಾಲೇಜು ಮೈದಾನದಲ್ಲಿ ಅದ್ದೂರಿ ವಿಜಯೋತ್ಸವ ಸಮಾರಂಭವನ್ನು ಆಪರೇಷನ್ ಸಿಂಧೂರ್ ವಿಜಯೋತ್ಸವ ಸಮಿತಿ ವತಿಯಿಂದ ಆಯೋಜಿಸಲಾಗಿದೆ ಎಂದು ಸಮಿತಿಯ ಪದಾಧಿಕಾರಿಗಳು ತಿಳಿಸಿದರು. ನಗರದಲ್ಲಿ ಇಂದು ನಡೆದ ಸುದ್ದಿಗೋಷ್ಠಿಯಲ್ಲಿ ಮಾತನಾಡಿದ ಅವರು, ಆ.22 ರಂದು ಕಾರ್ಯಕ್ರಮದ ಪೂರ್ವಭಾವಿ ಸಭೆ ನಡೆಯಲಿದೆ ಎಂದರು. xyxy=(780,1160,1004,1315)
article-column: ಸಭೆಯಲ್ಲಿ ಅಧಿಕಾರಿಗಳು ನಿರ್ಧಿಷ್ಟ ಯೋಜನೆಗಳ ಸಂಬಂಧವಾಗಿ ಚರ್ಚಿಸಿದರು. ಅಲ್ಪಸಂಖ್ಯಾತರ ಕಾಲೋನಿಗಳಲ್ಲಿ ಮೂಲಭೂತ ಸೌಕರ್ಯ ಕಲ್ಪಿಸಲು ಕ್ರಮ ಕೈಗೊಳ್ಳಬೇಕು; ವಿದ್ಯಾರ್ಥಿ ವೇತನ, ವಸತಿ ನಿಲಯ, ಸಾಲ ಸೌಲಭ್ಯ ಯೋಜನೆಗಳ ಮಾಹಿತಿಯನ್ನು ಗ್ರಾಮ ಮಟ್ಟದಲ್ಲಿ ತಲುಪಿಸಬೇಕು ಎಂದು ಸೂಚಿಸಿದರು. ಸಮುದಾಯದ ವಿದ್ಯಾರ್ಥಿಗಳ ಶಿಕ್ಷಣಕ್ಕೆ ಹೆಚ್ಚಿನ ಆದ್ಯತೆ ನೀಡಬೇಕು; ಶಿಕ್ಷಣದಿಂದ ಮಾತ್ರ ಸಮುದಾಯದ ಸರ್ವಾಂಗೀಣ ಅಭಿವೃದ್ಧಿ ಸಾಧ್ಯ ಎಂದು ತಿಳಿಸಿದರು. xyxy=(267,956,748,1024)
photo-layout-meeting xyxy=(264,1708,759,1911)
price: ಬೆಲೆ : 1.00 ರೂ. xyxy=(654,293,739,309)
brief-headline: 'ನಿಮಗೆ ಅನುಮತಿ ಕೊಟ್ಟವರಾರು': ಟೀ-ಶರ್ಟ್ ಮೇಲೆ ತನ್ನ ಫೋಟೋ ಬಳಸಿದ ಸಂಸದೆ ಪ್ರಿಯಾಂಕಾ ವಿರುದ್ಧ ಮಿಂಟಾ ದೇವಿ ಆಕ್ರೋಶ xyxy=(425,343,762,415)
editor-label: ಸಂಪಾದಕರು: xyxy=(489,160,560,179)
paper-type-cell xyxy=(661,161,933,214)
article-layout-naming xyxy=(28,1664,768,2306)
article-column: ಕುಣಿಗಲ್, ಆ.13- ಸಹಕಾರ ಸಚಿವ ಕೆ.ಎನ್.ರಾಜಣ್ಣ ರವರನ್ನು ಯಾವುದೇ ಕಾರಣ ತಿಳಿಸದೆ ಸಚಿವ ಸ್ಥಾನದಿಂದ ವಜಾ ಮಾಡಿರುವುದನ್ನು ಖಂಡಿಸಿ ತಾಲ್ಲೂಕು ಕಾಂಗ್ರೆಸ್ ಮುಖಂಡ ಬಿ.ಶಿವಣ್ಣ ಅಸಮಾಧಾನ ವ್ಯಕ್ತಪಡಿಸಿದ್ದಾರೆ. ಪಟ್ಟಣದ ಖಾಸಗಿ ಹೋಟೆಲ್‌ನಲ್ಲಿ ನಡೆದ ಸುದ್ದಿಗೋಷ್ಠಿಯಲ್ಲಿ ಮಾತನಾಡಿದ ಅವರು, ಪಕ್ಷ ಸಂಘಟನೆಗೆ ಶ್ರಮಿಸಿದ ಹಿರಿಯ ನಾಯಕನನ್ನು ಈ ರೀತಿ ನಡೆಸಿಕೊಂಡಿರುವುದು ಸರಿಯಲ್ಲ ಎಂದರು. xyxy=(780,1763,1004,1900)
sub-value: 300.00 xyxy=(1478,143,1529,161)
facebook-handle: amruthavani kannada xyxy=(77,231,261,252)
article-blackband-day xyxy=(28,1115,768,1663)
brief-body: ನವದೆಹಲಿ: ಬೆಟ್ಟಿಂಗ್ ಆಪ್ ಪ್ರಚಾರ ನಡೆಸಿದ ಪ್ರಕರಣದಲ್ಲಿ ಆಗಸ್ಟ್ 13 ರಂದು ವಿಚಾರಣೆಗೆ ಬರಲು ಸೂಚಿಸಿ ಮಾಜಿ ಕ್ರಿಕೆಟಿಗ ಸುರೇಶ್ ರೈನಾಗೆ ಜಾರಿ ನಿರ್ದೇಶನಾಲಯ (ಇ.ಡಿ.) ನೋಟಿಸ್ ನೀಡಿದೆ. ಅಕ್ರಮ ಹಣ ವರ್ಗಾವಣೆ ಆರೋಪದ ಕುರಿತು ತನಿಖೆ ನಡೆಯುತ್ತಿದೆ ಎಂದು ಅಧಿಕಾರಿಗಳು ತಿಳಿಸಿದ್ದಾರೆ. xyxy=(989,398,1145,527)
sub-currency: ರೂ. xyxy=(1426,73,1450,92)
email-primary[interactable]: amruthavani499@gmail.com xyxy=(1317,201,1540,220)
subscription-box xyxy=(1217,28,1540,194)
article-middle xyxy=(1015,1761,1341,2306)
article-minority-schemes xyxy=(28,586,995,1113)
online-promo-line1: ಅಮೃತವಾಣಿ ಈಗ xyxy=(140,55,267,80)
headline-line1: ಕಾರಣ ತಿಳಿಸದೆ ಸಚಿವ ಸ್ಥಾನದಿಂದ ಕೆ.ಎನ್.ರಾಜಣ್ಣ xyxy=(904,1670,1415,1707)
email-secondary[interactable]: amruthavani.911@rediffmail.com xyxy=(1280,225,1540,245)
article-headline: ಅಲ್ಪಸಂಖ್ಯಾತ ಸಮುದಾಯದ ಯೋಜನೆಗಳನ್ನು ಪ್ರಚುರಪಡಿಸಲು ಎಡಿಸಿ ಸೂಚನೆ xyxy=(89,588,926,627)
masthead-center xyxy=(388,18,1207,278)
